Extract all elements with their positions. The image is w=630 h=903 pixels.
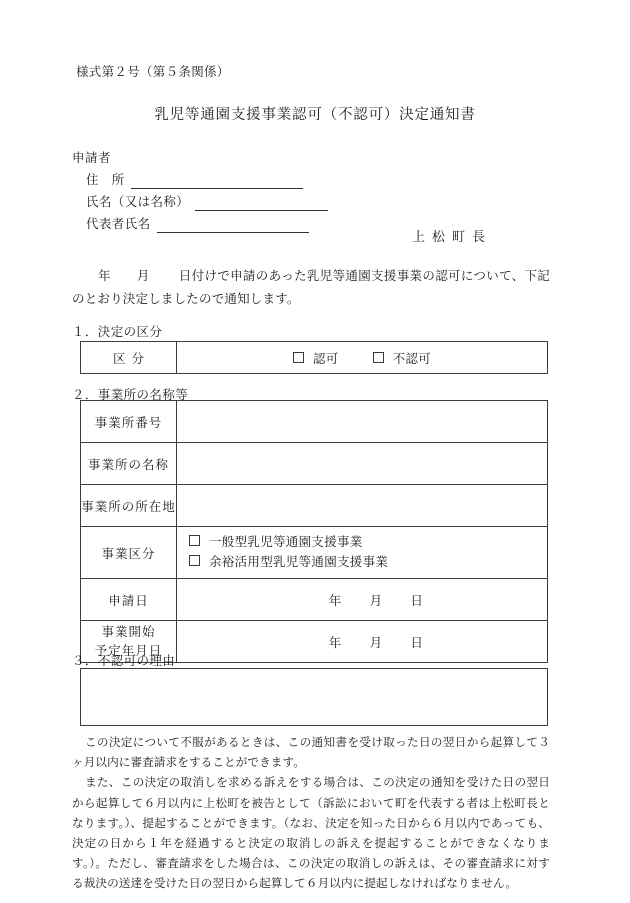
section-3-heading: ３．不認可の理由 [72,654,176,668]
start-date-label-line2: 予定年月日 [94,643,163,658]
decision-type-table [80,341,548,374]
facility-name-label: 事業所の名称 [87,457,169,472]
applicant-representative-input[interactable] [157,218,309,233]
notice-body-paragraph [72,265,550,311]
applicant-heading: 申請者 [72,151,112,165]
applicant-name-label: 氏名（又は名称） [86,195,190,209]
application-date-year: 年 [328,593,342,608]
facility-name-label-cell [81,443,177,485]
table-row [81,401,548,443]
checkbox-deny[interactable] [373,352,384,363]
start-date-day: 日 [410,635,424,650]
start-date-input[interactable] [177,621,548,663]
form-number: 様式第２号（第５条関係） [76,65,230,79]
application-date-input[interactable] [177,579,548,621]
applicant-name-input[interactable] [195,196,328,211]
checkbox-general-type[interactable] [189,535,200,546]
facility-address-label-cell [81,485,177,527]
application-date-label: 申請日 [108,593,149,608]
facility-number-label-cell [81,401,177,443]
business-kind-option-surplus-label: 余裕活用型乳児等通園支援事業 [209,554,389,569]
section-2-heading: ２．事業所の名称等 [72,388,189,402]
checkbox-surplus-type[interactable] [189,555,200,566]
business-kind-option-surplus[interactable] [189,553,547,573]
table-row [81,485,548,527]
table-row [81,443,548,485]
legal-notes [72,733,550,895]
table-row [81,579,548,621]
table-row [81,342,548,374]
checkbox-approve[interactable] [293,352,304,363]
applicant-name-row [86,192,328,211]
business-kind-label: 事業区分 [101,546,156,561]
option-approve-label: 認可 [312,351,339,366]
table-row [81,527,548,579]
facility-address-input[interactable] [177,485,548,527]
notice-date-year: 年 [98,269,111,283]
page-title: 乳児等通園支援事業認可（不認可）決定通知書 [154,107,476,123]
applicant-address-input[interactable] [131,174,303,189]
business-kind-option-general[interactable] [189,533,547,553]
facility-name-input[interactable] [177,443,548,485]
legal-note-1: この決定について不服があるときは、この通知書を受け取った日の翌日から起算して３ヶ月以内に審査請求をすることができます。 [72,736,550,770]
application-date-month: 月 [369,593,383,608]
applicant-representative-row [86,214,328,233]
business-kind-option-general-label: 一般型乳児等通園支援事業 [209,535,363,549]
start-date-year: 年 [328,635,342,650]
notice-date-blank [72,269,179,283]
applicant-block [72,148,328,236]
facility-address-label: 事業所の所在地 [81,499,176,514]
legal-note-2: また、この決定の取消しを求める訴えをする場合は、この決定の通知を受けた日の翌日から起算して６月以内に上松町を被告として（訴訟において町を代表する者は上松町長となります。）、提起することができます。（なお、決定を知った日から６月以内であっても、決定の日から１年を経過すると決定の取消しの訴えを提起することができなくなります。）。ただし、審査請求をした場合は、この決定の取消しの訴えは、その審査請求に対する裁決の送達を受けた日の翌日から起算して６月以内に提起しなければなりません。 [72,776,550,891]
facility-number-label: 事業所番号 [94,415,163,430]
facility-info-table [80,400,548,663]
applicant-representative-label: 代表者氏名 [86,217,151,231]
start-date-label-line1: 事業開始 [101,624,156,639]
notice-date-month: 月 [136,269,150,283]
decision-type-label-cell [81,342,177,374]
application-date-label-cell [81,579,177,621]
application-date-day: 日 [410,593,424,608]
decision-type-value-cell [177,342,548,374]
denial-reason-input[interactable] [80,668,548,726]
section-1-heading: １．決定の区分 [72,325,163,339]
applicant-address-row [86,170,328,189]
option-deny-label: 不認可 [392,351,431,366]
business-kind-options [177,527,547,578]
start-date-month: 月 [369,635,383,650]
business-kind-value-cell [177,527,548,579]
business-kind-label-cell [81,527,177,579]
decision-type-label: 区分 [112,351,150,366]
issuer-signature: 上松町長 [412,229,493,244]
facility-number-input[interactable] [177,401,548,443]
notice-body-text: 日付けで申請のあった乳児等通園支援事業の認可について、下記のとおり決定しましたので通知します。 [72,269,550,306]
applicant-address-label: 住 所 [86,173,125,187]
